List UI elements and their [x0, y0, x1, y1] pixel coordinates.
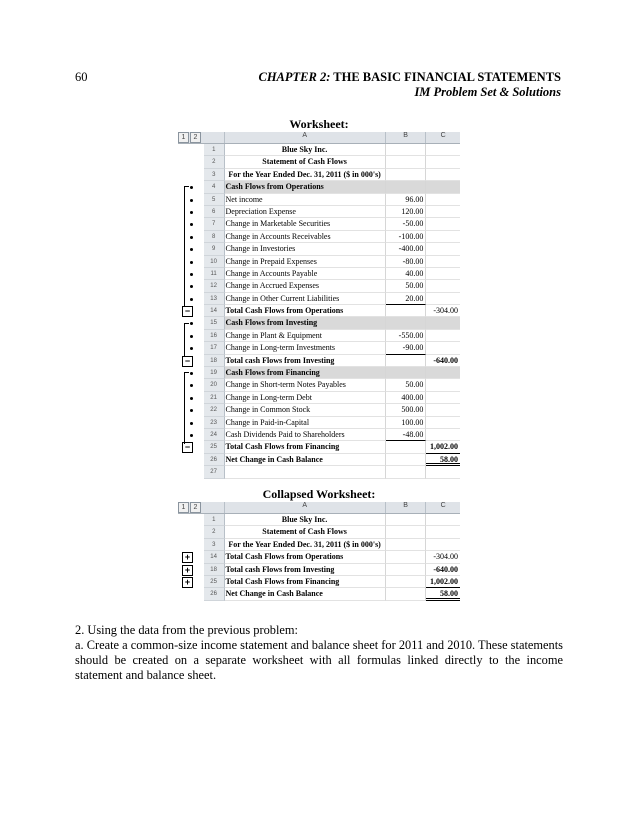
outline-gutter	[178, 181, 204, 193]
table-row	[178, 305, 460, 317]
cell-a[interactable]	[225, 466, 386, 478]
outline-dot-icon	[190, 285, 193, 288]
collapse-group-icon[interactable]: −	[182, 442, 193, 453]
page-number: 60	[75, 70, 88, 84]
row-number[interactable]: 26	[204, 454, 225, 466]
column-header-c[interactable]: C	[425, 132, 460, 143]
row-number[interactable]: 11	[204, 268, 225, 280]
row-number[interactable]: 17	[204, 342, 225, 354]
cell-a[interactable]: Blue Sky Inc.	[225, 514, 386, 526]
table-row	[178, 256, 460, 268]
outline-dot-icon	[190, 186, 193, 189]
cell-a[interactable]: For the Year Ended Dec. 31, 2011 ($ in 000's)	[225, 169, 386, 181]
table-row	[178, 454, 460, 466]
cell-a[interactable]: Total Cash Flows from Financing	[225, 576, 386, 588]
problem-part-a: a. Create a common-size income statement and balance sheet for 2011 and 2010. These statements should be created on a separate worksheet with all formulas linked directly to the income statement and balance sheet.	[75, 638, 563, 682]
table-row	[178, 280, 460, 292]
row-number[interactable]: 14	[204, 551, 225, 563]
outline-gutter	[178, 317, 204, 329]
outline-gutter	[178, 526, 204, 538]
row-number[interactable]: 20	[204, 379, 225, 391]
table-row	[178, 526, 460, 538]
table-row	[178, 404, 460, 416]
collapse-group-icon[interactable]: −	[182, 306, 193, 317]
cell-a[interactable]: Change in Long-term Debt	[225, 392, 386, 404]
row-number[interactable]: 7	[204, 218, 225, 230]
column-header-row	[178, 132, 460, 144]
outline-gutter	[178, 429, 204, 441]
table-row	[178, 441, 460, 453]
cell-c[interactable]: 1,002.00	[426, 441, 460, 453]
row-number[interactable]: 22	[204, 404, 225, 416]
row-number[interactable]: 16	[204, 330, 225, 342]
row-number[interactable]: 8	[204, 231, 225, 243]
cell-c[interactable]	[426, 144, 460, 156]
row-number[interactable]: 25	[204, 576, 225, 588]
cell-c[interactable]	[426, 330, 460, 342]
cell-a[interactable]: Net Change in Cash Balance	[225, 588, 386, 600]
outline-gutter	[178, 194, 204, 206]
cell-c[interactable]	[426, 218, 460, 230]
row-number[interactable]: 26	[204, 588, 225, 600]
row-number[interactable]: 2	[204, 156, 225, 168]
row-number[interactable]: 10	[204, 256, 225, 268]
cell-b[interactable]	[386, 576, 427, 588]
cell-a[interactable]: Total Cash Flows from Operations	[225, 305, 386, 317]
cell-b[interactable]: 40.00	[386, 268, 427, 280]
cell-b[interactable]: 500.00	[386, 404, 427, 416]
row-number[interactable]: 13	[204, 293, 225, 305]
outline-gutter	[178, 231, 204, 243]
cell-c[interactable]	[426, 256, 460, 268]
table-row	[178, 576, 460, 588]
outline-gutter	[178, 551, 204, 563]
outline-level-buttons	[178, 132, 204, 143]
table-row	[178, 144, 460, 156]
cell-c[interactable]: 58.00	[426, 454, 460, 466]
outline-dot-icon	[190, 273, 193, 276]
cell-b[interactable]	[386, 514, 427, 526]
cell-a[interactable]: Change in Marketable Securities	[225, 218, 386, 230]
cell-b[interactable]	[386, 305, 427, 317]
table-row	[178, 355, 460, 367]
cell-c[interactable]	[426, 280, 460, 292]
cell-b[interactable]	[386, 441, 427, 453]
row-number[interactable]: 19	[204, 367, 225, 379]
outline-gutter	[178, 293, 204, 305]
cell-b[interactable]: -80.00	[386, 256, 427, 268]
table-row	[178, 243, 460, 255]
outline-dot-icon	[190, 211, 193, 214]
row-number[interactable]: 1	[204, 144, 225, 156]
cell-c[interactable]	[426, 156, 460, 168]
table-row	[178, 194, 460, 206]
outline-level-1-button[interactable]: 1	[178, 132, 189, 143]
outline-gutter	[178, 206, 204, 218]
chapter-label: CHAPTER 2:	[258, 70, 331, 84]
cell-b[interactable]	[386, 169, 427, 181]
cell-c[interactable]: -304.00	[426, 305, 460, 317]
cell-c[interactable]	[426, 342, 460, 354]
outline-gutter	[178, 144, 204, 156]
chapter-heading	[258, 70, 561, 85]
cell-b[interactable]	[386, 181, 427, 193]
cell-a[interactable]: Total Cash Flows from Operations	[225, 551, 386, 563]
outline-dot-icon	[190, 322, 193, 325]
cell-a[interactable]: Change in Paid-in-Capital	[225, 417, 386, 429]
cell-a[interactable]: Net income	[225, 194, 386, 206]
row-number[interactable]: 3	[204, 539, 225, 551]
outline-gutter	[178, 564, 204, 576]
outline-dot-icon	[190, 347, 193, 350]
row-number[interactable]: 2	[204, 526, 225, 538]
row-number[interactable]: 24	[204, 429, 225, 441]
cell-c[interactable]	[426, 379, 460, 391]
row-number[interactable]: 12	[204, 280, 225, 292]
collapse-group-icon[interactable]: −	[182, 356, 193, 367]
cell-b[interactable]: -100.00	[386, 231, 427, 243]
table-row	[178, 293, 460, 305]
cell-b[interactable]	[386, 588, 427, 600]
cell-b[interactable]	[386, 551, 427, 563]
row-number[interactable]: 18	[204, 355, 225, 367]
column-header-a[interactable]: A	[224, 502, 385, 513]
collapsed-worksheet-rows	[178, 514, 460, 601]
row-number[interactable]: 4	[204, 181, 225, 193]
outline-level-buttons	[178, 502, 204, 513]
outline-gutter	[178, 342, 204, 354]
cell-a[interactable]: Change in Other Current Liabilities	[225, 293, 386, 305]
table-row	[178, 417, 460, 429]
column-header-row	[178, 502, 460, 514]
row-number[interactable]: 1	[204, 514, 225, 526]
cell-a[interactable]: Statement of Cash Flows	[225, 156, 386, 168]
cell-b[interactable]	[386, 526, 427, 538]
outline-gutter	[178, 379, 204, 391]
outline-group-bracket	[184, 372, 189, 443]
cell-c[interactable]: 1,002.00	[426, 576, 460, 588]
outline-gutter	[178, 588, 204, 600]
outline-dot-icon	[190, 409, 193, 412]
expand-group-icon[interactable]: +	[182, 565, 193, 576]
cell-a[interactable]: For the Year Ended Dec. 31, 2011 ($ in 000's)	[225, 539, 386, 551]
table-row	[178, 379, 460, 391]
outline-dot-icon	[190, 261, 193, 264]
problem-intro: 2. Using the data from the previous problem:	[75, 623, 298, 637]
outline-dot-icon	[190, 397, 193, 400]
cell-a[interactable]: Net Change in Cash Balance	[225, 454, 386, 466]
row-number[interactable]: 27	[204, 466, 225, 478]
cell-a[interactable]: Cash Flows from Operations	[225, 181, 386, 193]
cell-a[interactable]: Change in Short-term Notes Payables	[225, 379, 386, 391]
expand-group-icon[interactable]: +	[182, 552, 193, 563]
cell-c[interactable]	[426, 417, 460, 429]
cell-c[interactable]	[426, 514, 460, 526]
outline-gutter	[178, 404, 204, 416]
row-number[interactable]: 15	[204, 317, 225, 329]
cell-a[interactable]: Cash Flows from Financing	[225, 367, 386, 379]
cell-b[interactable]	[386, 156, 427, 168]
table-row	[178, 218, 460, 230]
outline-gutter	[178, 156, 204, 168]
table-row	[178, 588, 460, 600]
cell-c[interactable]	[426, 317, 460, 329]
table-row	[178, 564, 460, 576]
outline-gutter	[178, 454, 204, 466]
cell-a[interactable]: Total cash Flows from Investing	[225, 355, 386, 367]
cell-c[interactable]	[426, 404, 460, 416]
outline-gutter	[178, 466, 204, 478]
outline-group-bracket	[184, 323, 189, 357]
row-number[interactable]: 6	[204, 206, 225, 218]
cell-a[interactable]: Blue Sky Inc.	[225, 144, 386, 156]
outline-dot-icon	[190, 335, 193, 338]
cell-a[interactable]: Cash Dividends Paid to Shareholders	[225, 429, 386, 441]
outline-gutter	[178, 367, 204, 379]
cell-b[interactable]: -550.00	[386, 330, 427, 342]
cell-a[interactable]: Change in Prepaid Expenses	[225, 256, 386, 268]
cell-c[interactable]: -640.00	[426, 355, 460, 367]
cell-a[interactable]: Total Cash Flows from Financing	[225, 441, 386, 453]
outline-level-2-button[interactable]: 2	[190, 502, 201, 513]
cell-b[interactable]: 50.00	[386, 280, 427, 292]
cell-c[interactable]	[426, 392, 460, 404]
cell-b[interactable]	[386, 355, 427, 367]
outline-dot-icon	[190, 199, 193, 202]
outline-gutter	[178, 392, 204, 404]
worksheet-rows	[178, 144, 460, 479]
table-row	[178, 317, 460, 329]
outline-gutter	[178, 441, 204, 453]
outline-dot-icon	[190, 372, 193, 375]
outline-gutter	[178, 539, 204, 551]
cell-a[interactable]: Change in Long-term Investments	[225, 342, 386, 354]
row-number[interactable]: 9	[204, 243, 225, 255]
row-number[interactable]: 23	[204, 417, 225, 429]
cell-b[interactable]: 20.00	[386, 293, 427, 305]
cell-c[interactable]	[426, 539, 460, 551]
outline-gutter	[178, 243, 204, 255]
table-row	[178, 330, 460, 342]
cell-a[interactable]: Total cash Flows from Investing	[225, 564, 386, 576]
outline-gutter	[178, 576, 204, 588]
outline-dot-icon	[190, 298, 193, 301]
cell-c[interactable]: -640.00	[426, 564, 460, 576]
outline-dot-icon	[190, 236, 193, 239]
cell-b[interactable]	[386, 454, 427, 466]
column-header-b[interactable]: B	[385, 132, 426, 143]
cell-b[interactable]	[386, 539, 427, 551]
table-row	[178, 206, 460, 218]
cell-b[interactable]: 50.00	[386, 379, 427, 391]
outline-gutter	[178, 280, 204, 292]
outline-gutter	[178, 330, 204, 342]
problem-text	[75, 623, 563, 683]
cell-b[interactable]	[386, 564, 427, 576]
outline-gutter	[178, 256, 204, 268]
cell-c[interactable]	[426, 181, 460, 193]
row-number[interactable]: 25	[204, 441, 225, 453]
outline-dot-icon	[190, 384, 193, 387]
cell-a[interactable]: Change in Investories	[225, 243, 386, 255]
table-row	[178, 231, 460, 243]
outline-level-1-button[interactable]: 1	[178, 502, 189, 513]
cell-c[interactable]	[426, 367, 460, 379]
cell-b[interactable]: 120.00	[386, 206, 427, 218]
table-row	[178, 367, 460, 379]
collapsed-worksheet	[178, 502, 460, 602]
row-number[interactable]: 21	[204, 392, 225, 404]
table-row	[178, 156, 460, 168]
cell-a[interactable]: Depreciation Expense	[225, 206, 386, 218]
expand-group-icon[interactable]: +	[182, 577, 193, 588]
cell-c[interactable]: -304.00	[426, 551, 460, 563]
cell-c[interactable]	[426, 169, 460, 181]
cell-a[interactable]: Statement of Cash Flows	[225, 526, 386, 538]
table-row	[178, 539, 460, 551]
column-header-a[interactable]: A	[224, 132, 385, 143]
cell-b[interactable]	[386, 144, 427, 156]
chapter-title: THE BASIC FINANCIAL STATEMENTS	[333, 70, 561, 84]
cell-b[interactable]: -90.00	[386, 342, 427, 354]
cell-b[interactable]: -400.00	[386, 243, 427, 255]
table-row	[178, 466, 460, 478]
row-number[interactable]: 5	[204, 194, 225, 206]
cell-c[interactable]	[426, 268, 460, 280]
cell-b[interactable]: 100.00	[386, 417, 427, 429]
table-row	[178, 268, 460, 280]
outline-level-2-button[interactable]: 2	[190, 132, 201, 143]
cell-a[interactable]: Change in Plant & Equipment	[225, 330, 386, 342]
cell-c[interactable]	[426, 206, 460, 218]
column-header-c[interactable]: C	[425, 502, 460, 513]
table-row	[178, 392, 460, 404]
cell-c[interactable]	[426, 466, 460, 478]
outline-dot-icon	[190, 223, 193, 226]
outline-group-bracket	[184, 186, 189, 307]
table-row	[178, 169, 460, 181]
cell-a[interactable]: Change in Accounts Receivables	[225, 231, 386, 243]
row-number[interactable]: 14	[204, 305, 225, 317]
worksheet	[178, 132, 460, 486]
cell-c[interactable]	[426, 243, 460, 255]
collapsed-worksheet-caption: Collapsed Worksheet:	[262, 487, 376, 501]
column-header-b[interactable]: B	[385, 502, 426, 513]
row-number[interactable]: 3	[204, 169, 225, 181]
cell-b[interactable]: 400.00	[386, 392, 427, 404]
cell-a[interactable]: Cash Flows from Investing	[225, 317, 386, 329]
cell-b[interactable]: -50.00	[386, 218, 427, 230]
cell-a[interactable]: Change in Accrued Expenses	[225, 280, 386, 292]
subtitle: IM Problem Set & Solutions	[414, 85, 561, 99]
row-number[interactable]: 18	[204, 564, 225, 576]
cell-c[interactable]	[426, 293, 460, 305]
cell-a[interactable]: Change in Accounts Payable	[225, 268, 386, 280]
outline-gutter	[178, 268, 204, 280]
cell-b[interactable]: 96.00	[386, 194, 427, 206]
cell-a[interactable]: Change in Common Stock	[225, 404, 386, 416]
cell-c[interactable]	[426, 194, 460, 206]
cell-b[interactable]: -48.00	[386, 429, 427, 441]
outline-dot-icon	[190, 434, 193, 437]
table-row	[178, 514, 460, 526]
outline-gutter	[178, 417, 204, 429]
cell-c[interactable]	[426, 526, 460, 538]
outline-gutter	[178, 218, 204, 230]
cell-b[interactable]	[386, 466, 427, 478]
outline-gutter	[178, 355, 204, 367]
outline-dot-icon	[190, 422, 193, 425]
cell-c[interactable]	[426, 231, 460, 243]
outline-gutter	[178, 305, 204, 317]
table-row	[178, 181, 460, 193]
outline-dot-icon	[190, 248, 193, 251]
worksheet-caption: Worksheet:	[289, 117, 349, 131]
table-row	[178, 551, 460, 563]
cell-c[interactable]	[426, 429, 460, 441]
outline-gutter	[178, 514, 204, 526]
cell-c[interactable]: 58.00	[426, 588, 460, 600]
table-row	[178, 429, 460, 441]
cell-b[interactable]	[386, 317, 427, 329]
cell-b[interactable]	[386, 367, 427, 379]
table-row	[178, 342, 460, 354]
outline-gutter	[178, 169, 204, 181]
